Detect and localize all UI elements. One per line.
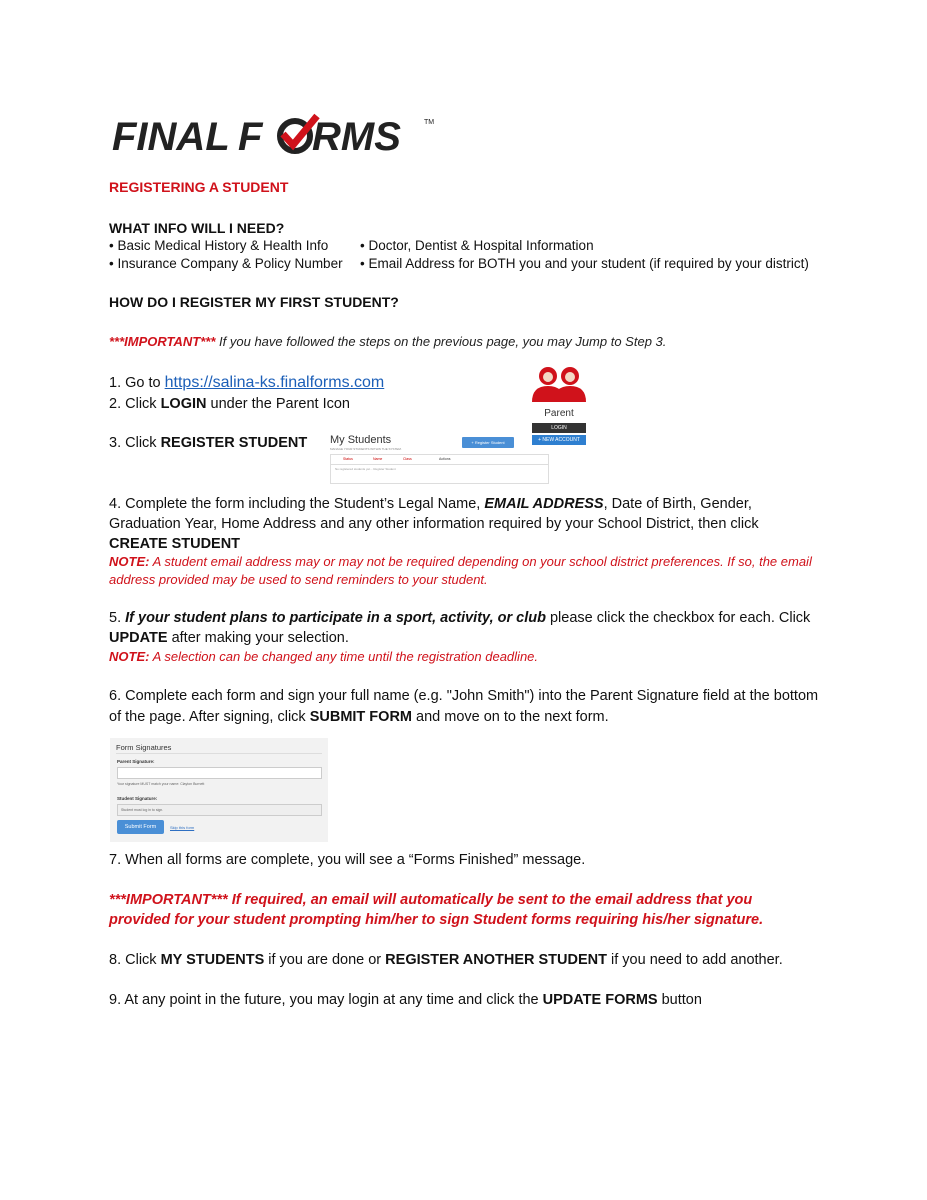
info-item-doctor: • Doctor, Dentist & Hospital Information xyxy=(360,238,594,253)
step-5-note-text: A selection can be changed any time until the registration deadline. xyxy=(149,649,539,664)
step-5-note xyxy=(109,648,538,666)
step-4-email: EMAIL ADDRESS xyxy=(484,496,604,512)
important-note-2: ***IMPORTANT*** If required, an email will automatically be sent to the email address that you provided for your student prompting him/her to sign Student forms requiring his/her signature. xyxy=(109,892,764,928)
step-8-bold-1: MY STUDENTS xyxy=(160,952,265,968)
divider xyxy=(116,753,322,754)
step-5 xyxy=(109,608,821,648)
parent-icon xyxy=(528,362,590,406)
step-4-bold: CREATE STUDENT xyxy=(109,536,241,552)
step-8-bold-2: REGISTER ANOTHER STUDENT xyxy=(385,952,607,968)
step-2-bold: LOGIN xyxy=(160,396,207,412)
skip-form-link[interactable]: Skip this form xyxy=(170,825,195,830)
step-3-text: 3. Click xyxy=(109,435,161,451)
step-3-bold: REGISTER STUDENT xyxy=(160,435,308,451)
finalforms-logo xyxy=(112,112,442,158)
step-5-bold: UPDATE xyxy=(109,630,168,646)
logo-text-f: F xyxy=(238,115,263,158)
col-name: Name xyxy=(373,457,383,461)
form-signatures-title: Form Signatures xyxy=(116,743,172,752)
step-5-bi: If your student plans to participate in a sport, activity, or club xyxy=(125,610,546,626)
step-8 xyxy=(109,950,783,970)
parent-label: Parent xyxy=(544,408,574,419)
step-2 xyxy=(109,394,350,414)
step-6-post: and move on to the next form. xyxy=(412,709,609,725)
step-4-note xyxy=(109,553,821,589)
my-students-title: My Students xyxy=(330,434,392,446)
form-signatures-screenshot xyxy=(110,738,328,842)
parent-panel xyxy=(528,362,590,452)
step-2-text: 2. Click xyxy=(109,396,161,412)
info-item-insurance: • Insurance Company & Policy Number xyxy=(109,256,343,271)
step-4-post: , Date of Birth, Gender, Graduation Year, Home Address and any other information required by your School District, then click xyxy=(109,496,759,532)
step-5-mid: please click the checkbox for each. Click xyxy=(545,610,811,626)
logo-text-rms: RMS xyxy=(312,115,401,158)
parent-signature-input[interactable] xyxy=(117,767,322,779)
info-item-email: • Email Address for BOTH you and your student (if required by your district) xyxy=(360,256,809,271)
step-6-bold: SUBMIT FORM xyxy=(309,709,412,725)
step-4-note-tag: NOTE: xyxy=(109,554,150,569)
student-signature-placeholder: Student must log in to sign. xyxy=(121,808,164,812)
step-4-text: 4. Complete the form including the Student’s Legal Name, xyxy=(109,496,485,512)
step-6-text: 6. Complete each form and sign your full name (e.g. "John Smith") into the Parent Signature field at the bottom of the page. After signing, click xyxy=(109,688,819,725)
table-header xyxy=(331,455,548,465)
step-6 xyxy=(109,686,821,728)
step-9 xyxy=(109,990,702,1010)
important-tag: ***IMPORTANT*** xyxy=(109,334,216,349)
new-account-button[interactable]: + NEW ACCOUNT xyxy=(532,435,586,445)
students-table xyxy=(330,454,549,484)
my-students-subtitle: MANAGE YOUR STUDENTS WITHIN THE SYSTEM. xyxy=(330,447,402,451)
step-1 xyxy=(109,373,384,393)
info-title: WHAT INFO WILL I NEED? xyxy=(109,220,285,236)
col-actions: Actions xyxy=(439,457,451,461)
login-button[interactable]: LOGIN xyxy=(532,423,586,433)
important-note-1 xyxy=(109,333,666,351)
submit-form-button[interactable]: Submit Form xyxy=(117,820,164,834)
step-9-bold: UPDATE FORMS xyxy=(542,992,658,1008)
step-4 xyxy=(109,494,821,554)
trademark: TM xyxy=(424,119,435,126)
step-8-post: if you need to add another. xyxy=(606,952,783,968)
col-class: Class xyxy=(403,457,412,461)
important-text: If you have followed the steps on the previous page, you may Jump to Step 3. xyxy=(215,334,667,349)
student-signature-label: Student Signature: xyxy=(117,796,158,801)
step-4-note-text: A student email address may or may not be required depending on your school district preferences. If so, the email address provided may be used to send reminders to your student. xyxy=(109,554,812,587)
step-8-mid: if you are done or xyxy=(264,952,386,968)
site-link[interactable]: https://salina-ks.finalforms.com xyxy=(164,374,385,391)
info-item-medical: • Basic Medical History & Health Info xyxy=(109,238,329,253)
step-9-post: button xyxy=(657,992,702,1008)
step-2-post: under the Parent Icon xyxy=(206,396,350,412)
parent-signature-label: Parent Signature: xyxy=(117,759,155,764)
how-title: HOW DO I REGISTER MY FIRST STUDENT? xyxy=(109,294,399,310)
student-signature-input xyxy=(117,804,322,816)
empty-row: No registered students yet... Register Student xyxy=(335,467,396,471)
col-status: Status xyxy=(343,457,353,461)
register-student-button[interactable]: + Register Student xyxy=(462,437,514,448)
signature-match-note: Your signature MUST match your name: Clayton Burnett xyxy=(117,782,205,786)
step-9-text: 9. At any point in the future, you may login at any time and click the xyxy=(109,992,543,1008)
step-1-text: 1. Go to xyxy=(109,375,165,391)
step-5-text: 5. xyxy=(109,610,126,626)
logo-text-final: FINAL xyxy=(112,115,230,158)
step-7: 7. When all forms are complete, you will see a “Forms Finished” message. xyxy=(109,852,586,868)
step-5-post: after making your selection. xyxy=(167,630,349,646)
step-3 xyxy=(109,433,307,453)
page-title: REGISTERING A STUDENT xyxy=(109,179,289,195)
step-5-note-tag: NOTE: xyxy=(109,649,150,664)
step-8-text: 8. Click xyxy=(109,952,161,968)
